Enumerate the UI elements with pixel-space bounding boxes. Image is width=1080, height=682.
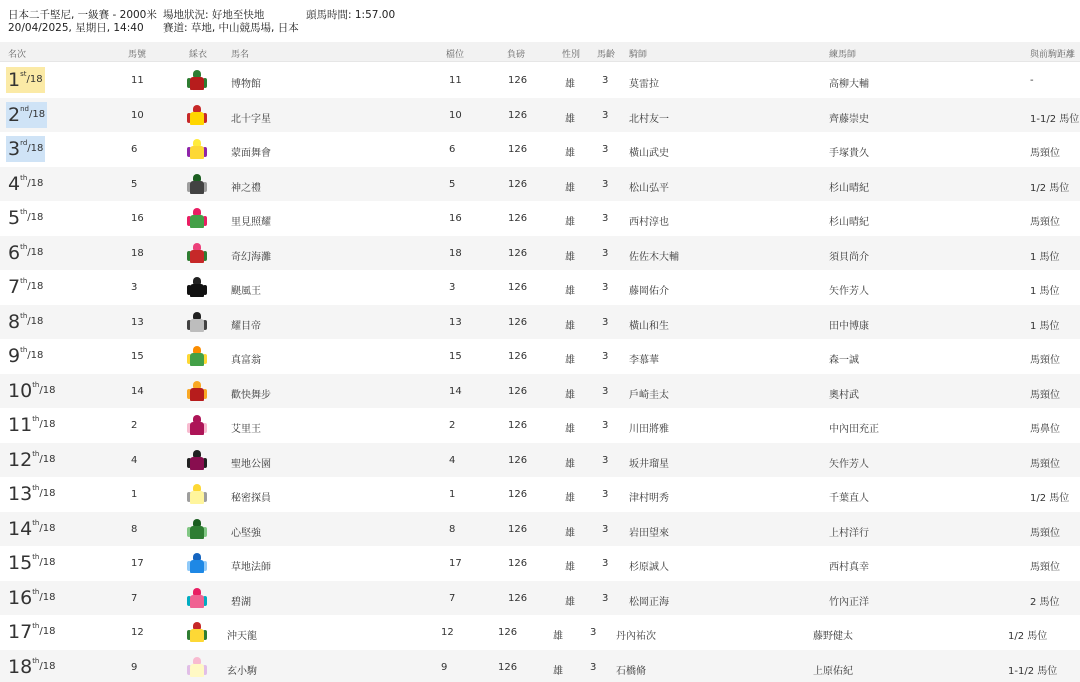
place-number: 7 <box>8 276 21 298</box>
jockey-silks-icon <box>189 588 205 610</box>
trainer-link[interactable]: 西村真幸 <box>829 562 869 573</box>
field-size: /18 <box>39 488 56 499</box>
age: 3 <box>602 558 609 569</box>
horse-name-link[interactable]: 艾里王 <box>231 424 261 435</box>
field-size: /18 <box>27 315 44 327</box>
place-suffix: th <box>32 415 40 423</box>
horse-name-link[interactable]: 玄小駒 <box>227 665 257 677</box>
margin: 1/2 馬位 <box>1030 493 1070 504</box>
jockey-silks-icon <box>189 346 205 368</box>
table-row[interactable] <box>0 98 1080 133</box>
jockey-link[interactable]: 松岡正海 <box>629 596 669 608</box>
place-number: 14 <box>8 517 33 540</box>
col-horse-no: 馬號 <box>128 50 147 60</box>
weight: 126 <box>508 385 528 397</box>
table-row[interactable] <box>0 477 1080 512</box>
draw: 9 <box>441 661 448 673</box>
age: 3 <box>602 282 609 293</box>
margin: 1 馬位 <box>1030 320 1060 332</box>
finish-place <box>6 102 47 128</box>
jockey-silks-icon <box>189 70 205 92</box>
margin: 1-1/2 馬位 <box>1008 665 1058 677</box>
table-row[interactable] <box>0 443 1080 478</box>
table-row[interactable] <box>0 339 1080 374</box>
jockey-silks-icon <box>189 174 205 196</box>
jockey-link[interactable]: 藤岡佑介 <box>629 286 669 297</box>
trainer-link[interactable]: 手塚貴久 <box>829 148 869 159</box>
place-number: 1 <box>8 69 21 91</box>
finish-place <box>6 516 57 542</box>
sex: 雄 <box>565 79 575 90</box>
place-suffix: th <box>32 449 40 458</box>
horse-number: 4 <box>131 454 138 466</box>
field-size: /18 <box>39 522 56 534</box>
draw: 12 <box>441 627 454 638</box>
time-info-block <box>306 9 395 22</box>
finish-place <box>6 412 57 438</box>
results-table <box>0 63 1080 682</box>
field-size: /18 <box>27 143 44 154</box>
draw: 11 <box>449 75 462 86</box>
weight: 126 <box>508 144 528 155</box>
sex: 雄 <box>565 182 575 194</box>
margin: 馬頸位 <box>1030 148 1060 159</box>
place-suffix: th <box>32 380 40 389</box>
margin: 馬頸位 <box>1030 458 1060 470</box>
place-suffix: th <box>32 656 40 665</box>
margin: 1/2 馬位 <box>1030 182 1070 194</box>
age: 3 <box>602 178 609 190</box>
horse-name-link[interactable]: 里見照耀 <box>231 217 271 228</box>
weight: 126 <box>508 420 528 431</box>
finish-place <box>6 240 45 266</box>
horse-number: 11 <box>131 75 144 86</box>
field-size: /18 <box>27 350 44 361</box>
finish-place <box>6 205 45 231</box>
draw: 17 <box>449 558 462 569</box>
sex: 雄 <box>553 631 563 642</box>
age: 3 <box>602 523 609 535</box>
draw: 5 <box>449 178 456 190</box>
track-text: 賽道: 草地, 中山競馬場, 日本 <box>163 22 299 34</box>
table-row[interactable] <box>0 581 1080 616</box>
finish-place <box>6 654 57 680</box>
weight: 126 <box>508 316 528 328</box>
horse-name-link[interactable]: 真富翁 <box>231 355 261 366</box>
weight: 126 <box>508 454 528 466</box>
table-row[interactable] <box>0 408 1080 443</box>
trainer-link[interactable]: 矢作芳人 <box>829 286 869 297</box>
horse-name-link[interactable]: 北十字星 <box>231 113 271 125</box>
age: 3 <box>590 627 597 638</box>
jockey-silks-icon <box>189 484 205 506</box>
age: 3 <box>602 247 609 259</box>
margin: 1-1/2 馬位 <box>1030 113 1080 125</box>
age: 3 <box>602 489 609 500</box>
jockey-silks-icon <box>189 312 205 334</box>
place-number: 3 <box>8 138 21 160</box>
age: 3 <box>590 661 597 673</box>
jockey-silks-icon <box>189 622 205 644</box>
place-number: 6 <box>8 241 21 264</box>
age: 3 <box>602 144 609 155</box>
jockey-link[interactable]: 橫山和生 <box>629 320 669 332</box>
sex: 雄 <box>565 320 575 332</box>
trainer-link[interactable]: 杉山晴紀 <box>829 182 869 194</box>
trainer-link[interactable]: 齊藤崇史 <box>829 113 869 125</box>
place-number: 18 <box>8 655 33 678</box>
col-margin: 與前駒距離 <box>1030 50 1076 60</box>
trainer-link[interactable]: 高柳大輔 <box>829 79 869 90</box>
trainer-link[interactable]: 奧村武 <box>829 389 859 401</box>
race-datetime: 20/04/2025, 星期日, 14:40 <box>8 22 144 34</box>
age: 3 <box>602 454 609 466</box>
place-suffix: th <box>32 622 40 630</box>
field-size: /18 <box>39 557 56 568</box>
horse-number: 17 <box>131 558 144 569</box>
horse-number: 13 <box>131 316 144 328</box>
jockey-silks-icon <box>189 277 205 299</box>
draw: 10 <box>449 109 462 121</box>
finish-place <box>6 343 45 369</box>
winning-time: 頭馬時間: 1:57.00 <box>306 9 396 21</box>
sex: 雄 <box>565 389 575 401</box>
race-header <box>0 0 1080 42</box>
field-size: /18 <box>39 384 56 396</box>
weight: 126 <box>498 627 518 638</box>
sex: 雄 <box>565 113 575 125</box>
field-size: /18 <box>39 660 56 672</box>
table-row[interactable] <box>0 270 1080 305</box>
weight: 126 <box>498 661 518 673</box>
horse-name-link[interactable]: 聖地公園 <box>231 458 271 470</box>
results-column-header <box>0 42 1080 62</box>
weight: 126 <box>508 592 528 604</box>
place-number: 16 <box>8 586 33 609</box>
horse-number: 15 <box>131 351 144 362</box>
field-size: /18 <box>26 74 43 85</box>
jockey-link[interactable]: 丹內祐次 <box>616 631 656 642</box>
place-number: 8 <box>8 310 21 333</box>
jockey-link[interactable]: 杉原誠人 <box>629 562 669 573</box>
race-info-block <box>8 9 157 35</box>
col-trainer: 練馬師 <box>829 50 857 60</box>
margin: 1 馬位 <box>1030 286 1060 297</box>
jockey-silks-icon <box>189 105 205 127</box>
finish-place <box>6 619 57 645</box>
col-weight: 負磅 <box>507 50 526 60</box>
field-size: /18 <box>27 212 44 223</box>
place-suffix: th <box>20 208 28 216</box>
horse-name-link[interactable]: 神之禮 <box>231 182 261 194</box>
horse-name-link[interactable]: 心堅強 <box>231 527 261 539</box>
horse-number: 5 <box>131 178 138 190</box>
margin: 1 馬位 <box>1030 251 1060 263</box>
place-suffix: th <box>20 277 28 285</box>
table-row[interactable] <box>0 512 1080 547</box>
horse-name-link[interactable]: 蒙面舞會 <box>231 148 271 159</box>
horse-number: 6 <box>131 144 138 155</box>
horse-number: 3 <box>131 282 138 293</box>
draw: 8 <box>449 523 456 535</box>
weight: 126 <box>508 213 528 224</box>
field-size: /18 <box>39 626 56 637</box>
horse-name-link[interactable]: 博物館 <box>231 79 261 90</box>
horse-number: 10 <box>131 109 144 121</box>
place-number: 10 <box>8 379 33 402</box>
col-draw: 檔位 <box>446 50 465 60</box>
sex: 雄 <box>565 148 575 159</box>
place-number: 4 <box>8 172 21 195</box>
col-horse-name: 馬名 <box>231 50 250 60</box>
jockey-link[interactable]: 津村明秀 <box>629 493 669 504</box>
place-number: 11 <box>8 414 33 436</box>
margin: 1/2 馬位 <box>1008 631 1048 642</box>
going-text: 場地狀況: 好地至快地 <box>163 9 265 21</box>
margin: 馬頸位 <box>1030 527 1060 539</box>
table-row[interactable] <box>0 546 1080 581</box>
jockey-link[interactable]: 佐佐木大輔 <box>629 251 679 263</box>
jockey-silks-icon <box>189 208 205 230</box>
draw: 14 <box>449 385 462 397</box>
place-suffix: th <box>32 587 40 596</box>
age: 3 <box>602 420 609 431</box>
place-suffix: th <box>32 553 40 561</box>
finish-place <box>6 136 45 162</box>
table-row[interactable] <box>0 305 1080 340</box>
sex: 雄 <box>565 217 575 228</box>
field-size: /18 <box>39 591 56 603</box>
draw: 3 <box>449 282 456 293</box>
trainer-link[interactable]: 藤野健太 <box>813 631 853 642</box>
place-number: 5 <box>8 207 21 229</box>
place-number: 13 <box>8 483 33 505</box>
table-row[interactable] <box>0 63 1080 98</box>
finish-place <box>6 447 57 473</box>
place-suffix: th <box>32 484 40 492</box>
col-sex: 性別 <box>562 50 581 60</box>
horse-name-link[interactable]: 奇幻海灘 <box>231 251 271 263</box>
sex: 雄 <box>565 493 575 504</box>
table-row[interactable] <box>0 132 1080 167</box>
sex: 雄 <box>553 665 563 677</box>
sex: 雄 <box>565 424 575 435</box>
jockey-silks-icon <box>189 243 205 265</box>
jockey-link[interactable]: 川田將雅 <box>629 424 669 435</box>
col-place: 名次 <box>8 50 27 60</box>
draw: 7 <box>449 592 456 604</box>
field-size: /18 <box>28 108 46 120</box>
age: 3 <box>602 385 609 397</box>
jockey-link[interactable]: 李慕華 <box>629 355 659 366</box>
field-size: /18 <box>39 419 56 430</box>
horse-number: 14 <box>131 385 144 397</box>
weight: 126 <box>508 558 528 569</box>
weight: 126 <box>508 247 528 259</box>
horse-name-link[interactable]: 秘密探員 <box>231 493 271 504</box>
trainer-link[interactable]: 中內田充正 <box>829 424 879 435</box>
jockey-link[interactable]: 戶崎圭太 <box>629 389 669 401</box>
trainer-link[interactable]: 上村洋行 <box>829 527 869 539</box>
sex: 雄 <box>565 527 575 539</box>
place-suffix: th <box>20 242 28 251</box>
finish-place <box>6 309 45 335</box>
trainer-link[interactable]: 森一誠 <box>829 355 859 366</box>
margin: 馬頸位 <box>1030 355 1060 366</box>
jockey-link[interactable]: 坂井瑠星 <box>629 458 669 470</box>
place-suffix: nd <box>20 104 29 113</box>
draw: 15 <box>449 351 462 362</box>
margin: 馬鼻位 <box>1030 424 1060 435</box>
horse-number: 1 <box>131 489 138 500</box>
margin: 馬頸位 <box>1030 217 1060 228</box>
sex: 雄 <box>565 458 575 470</box>
place-number: 12 <box>8 448 33 471</box>
horse-name-link[interactable]: 颶風王 <box>231 286 261 297</box>
draw: 2 <box>449 420 456 431</box>
jockey-silks-icon <box>189 657 205 679</box>
sex: 雄 <box>565 562 575 573</box>
table-row[interactable] <box>0 615 1080 650</box>
age: 3 <box>602 351 609 362</box>
place-suffix: th <box>20 346 28 354</box>
jockey-silks-icon <box>189 415 205 437</box>
trainer-link[interactable]: 田中博康 <box>829 320 869 332</box>
place-number: 9 <box>8 345 21 367</box>
trainer-link[interactable]: 竹內正洋 <box>829 596 869 608</box>
col-jockey: 騎師 <box>629 50 648 60</box>
finish-place <box>6 171 45 197</box>
age: 3 <box>602 109 609 121</box>
age: 3 <box>602 316 609 328</box>
jockey-silks-icon <box>189 450 205 472</box>
margin: 2 馬位 <box>1030 596 1060 608</box>
place-suffix: st <box>20 70 27 78</box>
horse-number: 12 <box>131 627 144 638</box>
place-number: 15 <box>8 552 33 574</box>
margin: - <box>1030 75 1034 86</box>
field-size: /18 <box>39 453 56 465</box>
jockey-link[interactable]: 岩田望來 <box>629 527 669 539</box>
draw: 6 <box>449 144 456 155</box>
sex: 雄 <box>565 251 575 263</box>
horse-number: 8 <box>131 523 138 535</box>
place-suffix: th <box>20 173 28 182</box>
trainer-link[interactable]: 杉山晴紀 <box>829 217 869 228</box>
jockey-silks-icon <box>189 381 205 403</box>
race-name-distance: 日本二千堅尼, 一級賽 - 2000米 <box>8 9 157 21</box>
trainer-link[interactable]: 千葉直人 <box>829 493 869 504</box>
field-size: /18 <box>27 246 44 258</box>
jockey-link[interactable]: 西村淳也 <box>629 217 669 228</box>
jockey-silks-icon <box>189 139 205 161</box>
weight: 126 <box>508 523 528 535</box>
weight: 126 <box>508 109 528 121</box>
jockey-link[interactable]: 石橋脩 <box>616 665 646 677</box>
horse-number: 18 <box>131 247 144 259</box>
margin: 馬頸位 <box>1030 389 1060 401</box>
place-number: 17 <box>8 621 33 643</box>
finish-place <box>6 585 57 611</box>
finish-place <box>6 378 57 404</box>
place-suffix: rd <box>20 139 28 147</box>
draw: 1 <box>449 489 456 500</box>
weight: 126 <box>508 489 528 500</box>
weight: 126 <box>508 178 528 190</box>
horse-name-link[interactable]: 草地法師 <box>231 562 271 573</box>
trainer-link[interactable]: 矢作芳人 <box>829 458 869 470</box>
margin: 馬頸位 <box>1030 562 1060 573</box>
horse-name-link[interactable]: 沖天龍 <box>227 631 257 642</box>
table-row[interactable] <box>0 167 1080 202</box>
finish-place <box>6 67 45 93</box>
finish-place <box>6 274 45 300</box>
trainer-link[interactable]: 上原佑紀 <box>813 665 853 677</box>
track-info-block <box>163 9 299 35</box>
weight: 126 <box>508 282 528 293</box>
age: 3 <box>602 592 609 604</box>
table-row[interactable] <box>0 236 1080 271</box>
horse-name-link[interactable]: 碧湖 <box>231 596 251 608</box>
horse-number: 2 <box>131 420 138 431</box>
jockey-silks-icon <box>189 553 205 575</box>
draw: 18 <box>449 247 462 259</box>
draw: 16 <box>449 213 462 224</box>
jockey-silks-icon <box>189 519 205 541</box>
sex: 雄 <box>565 286 575 297</box>
trainer-link[interactable]: 須貝尚介 <box>829 251 869 263</box>
jockey-link[interactable]: 莫雷拉 <box>629 79 659 90</box>
col-silks: 綵衣 <box>189 50 208 60</box>
jockey-link[interactable]: 北村友一 <box>629 113 669 125</box>
table-row[interactable] <box>0 201 1080 236</box>
finish-place <box>6 481 57 507</box>
place-number: 2 <box>8 103 21 126</box>
horse-name-link[interactable]: 歡快舞步 <box>231 389 271 401</box>
jockey-link[interactable]: 松山弘平 <box>629 182 669 194</box>
weight: 126 <box>508 75 528 86</box>
place-suffix: th <box>20 311 28 320</box>
weight: 126 <box>508 351 528 362</box>
place-suffix: th <box>32 518 40 527</box>
draw: 4 <box>449 454 456 466</box>
col-age: 馬齡 <box>597 50 616 60</box>
finish-place <box>6 550 57 576</box>
table-row[interactable] <box>0 650 1080 682</box>
age: 3 <box>602 213 609 224</box>
jockey-link[interactable]: 橫山武史 <box>629 148 669 159</box>
draw: 13 <box>449 316 462 328</box>
horse-number: 7 <box>131 592 138 604</box>
age: 3 <box>602 75 609 86</box>
horse-number: 9 <box>131 661 138 673</box>
sex: 雄 <box>565 596 575 608</box>
horse-name-link[interactable]: 耀目帝 <box>231 320 261 332</box>
field-size: /18 <box>27 281 44 292</box>
sex: 雄 <box>565 355 575 366</box>
table-row[interactable] <box>0 374 1080 409</box>
horse-number: 16 <box>131 213 144 224</box>
field-size: /18 <box>27 177 44 189</box>
